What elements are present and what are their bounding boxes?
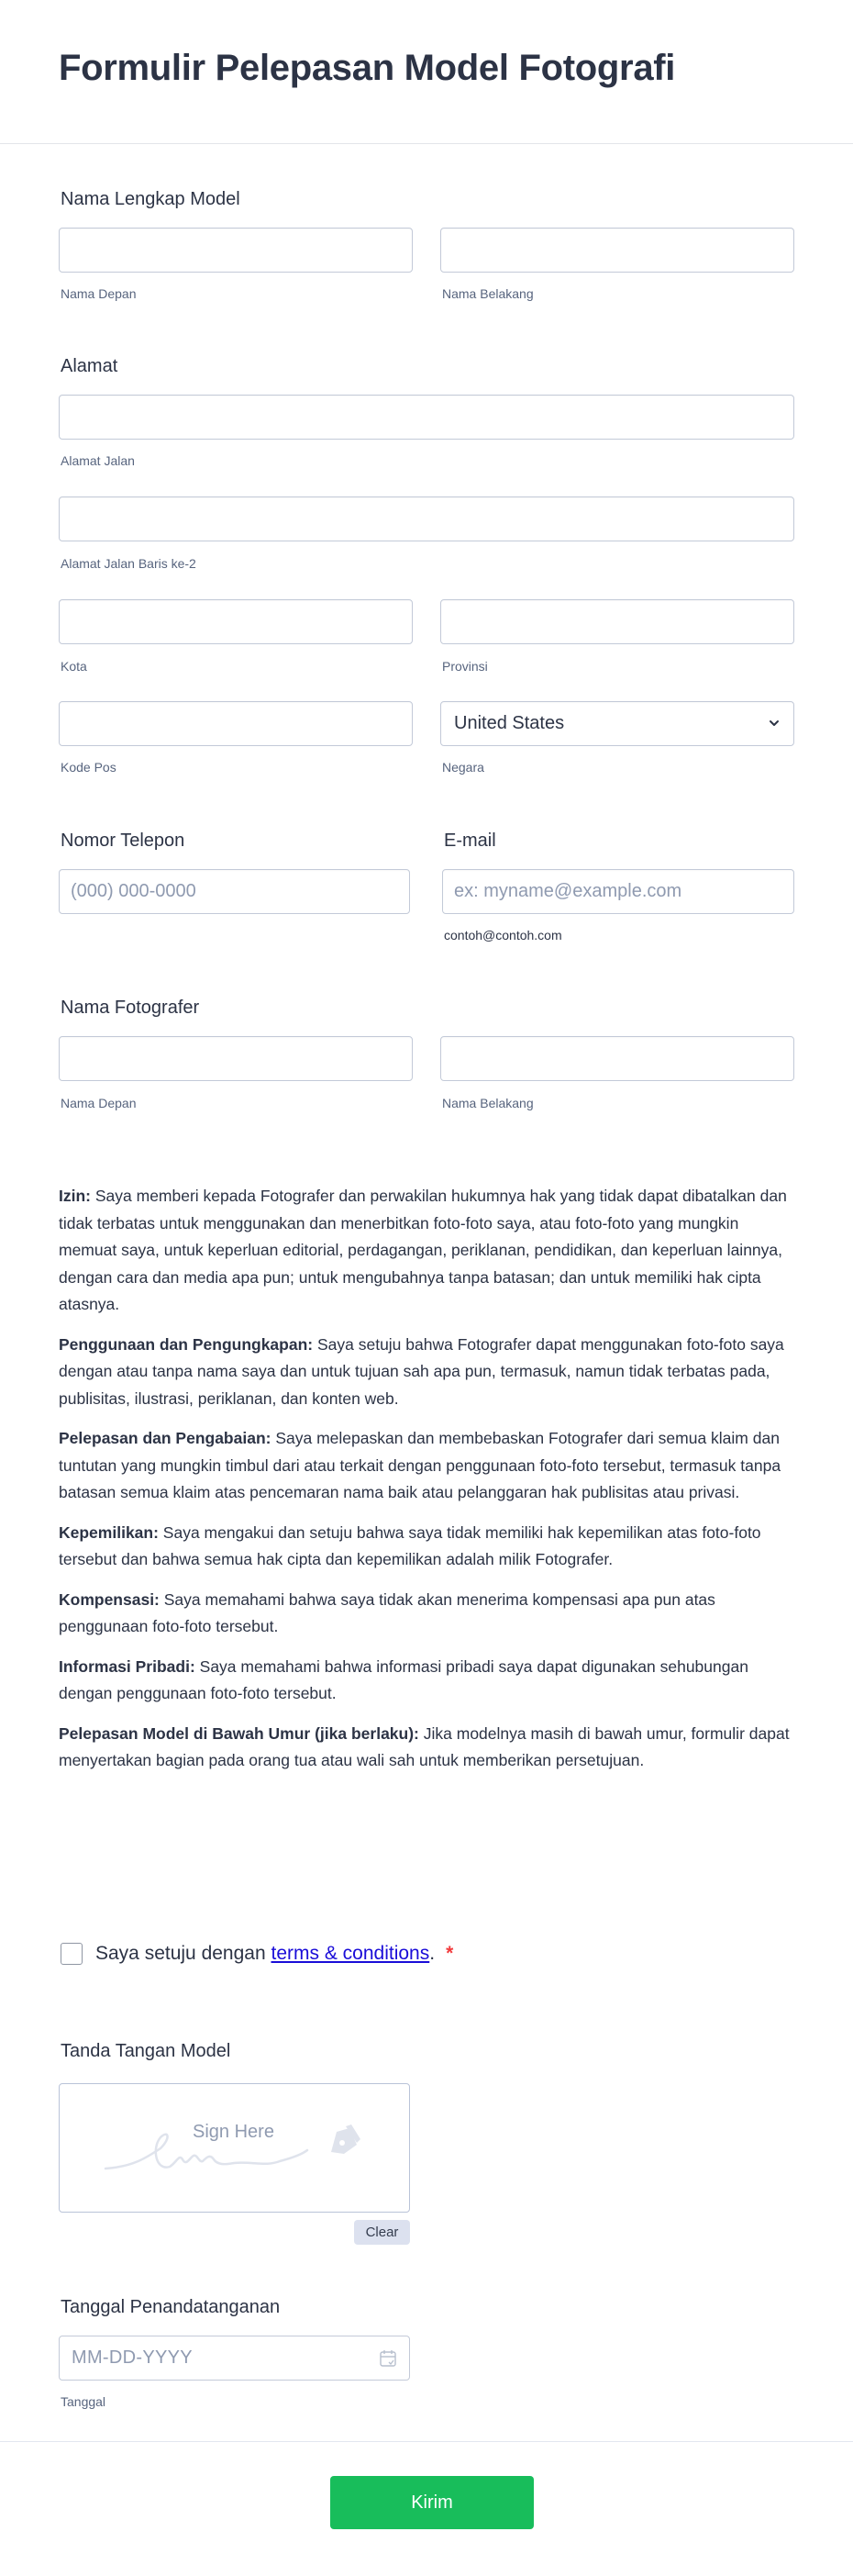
photographer-last-name-input[interactable] (440, 1036, 794, 1081)
terms-heading: Izin: (59, 1187, 91, 1205)
required-asterisk: * (446, 1943, 454, 1964)
photographer-first-name-input[interactable] (59, 1036, 413, 1081)
model-last-name-sublabel: Nama Belakang (442, 286, 534, 301)
terms-body: Saya memahami bahwa informasi pribadi saya dapat digunakan sehubungan dengan penggunaan foto-foto tersebut. (59, 1656, 748, 1702)
photographer-name-label: Nama Fotografer (61, 998, 200, 1018)
chevron-down-icon (768, 717, 781, 730)
model-first-name-input[interactable] (59, 228, 413, 273)
date-placeholder: MM-DD-YYYY (72, 2347, 193, 2368)
clear-signature-button[interactable]: Clear (354, 2220, 410, 2245)
terms-body: Saya setuju bahwa Fotografer dapat menggunakan foto-foto saya dengan atau tanpa nama saya dan untuk tujuan sah apa pun, termasuk, namun tidak terbatas pada, publisitas, ilustrasi, periklanan, dan konten web. (59, 1334, 784, 1408)
signature-pad[interactable] (59, 2083, 410, 2213)
photographer-first-name-sublabel: Nama Depan (61, 1096, 137, 1110)
date-sublabel: Tanggal (61, 2394, 106, 2409)
submit-button[interactable]: Kirim (330, 2476, 534, 2529)
terms-body: Saya mengakui dan setuju bahwa saya tidak memiliki hak kepemilikan atas foto-foto tersebut dan bahwa semua hak cipta dan kepemilikan adalah milik Fotografer. (59, 1522, 761, 1568)
form-header (0, 0, 853, 144)
sign-here-placeholder: Sign Here (193, 2122, 274, 2142)
page-title: Formulir Pelepasan Model Fotografi (59, 48, 676, 88)
country-selected-value: United States (454, 713, 565, 733)
phone-placeholder: (000) 000-0000 (71, 881, 196, 901)
terms-heading: Pelepasan Model di Bawah Umur (jika berlaku): (59, 1723, 419, 1743)
calendar-icon[interactable] (380, 2349, 396, 2368)
country-sublabel: Negara (442, 760, 484, 775)
street-address-sublabel: Alamat Jalan (61, 453, 135, 468)
terms-paragraph (59, 1332, 798, 1413)
photographer-last-name-sublabel: Nama Belakang (442, 1096, 534, 1110)
email-input[interactable] (442, 869, 794, 914)
pen-nib-icon (326, 2123, 362, 2159)
signing-date-label: Tanggal Penandatanganan (61, 2297, 281, 2317)
street-address-input[interactable] (59, 395, 794, 440)
zip-code-input[interactable] (59, 701, 413, 746)
street-address-line2-sublabel: Alamat Jalan Baris ke-2 (61, 556, 196, 571)
terms-paragraph (59, 1654, 798, 1708)
terms-heading: Penggunaan dan Pengungkapan: (59, 1334, 314, 1354)
terms-paragraph (59, 1183, 798, 1319)
terms-body: Saya memahami bahwa saya tidak akan menerima kompensasi apa pun atas penggunaan foto-foto tersebut. (59, 1589, 715, 1635)
address-label: Alamat (61, 356, 118, 376)
model-last-name-input[interactable] (440, 228, 794, 273)
province-input[interactable] (440, 599, 794, 644)
phone-input[interactable] (59, 869, 410, 914)
terms-paragraph (59, 1721, 798, 1775)
email-sublabel: contoh@contoh.com (444, 928, 562, 942)
terms-suffix: . (429, 1943, 436, 1964)
terms-agreement-row (61, 1941, 453, 1967)
city-sublabel: Kota (61, 659, 87, 674)
email-placeholder: ex: myname@example.com (454, 881, 682, 901)
zip-code-sublabel: Kode Pos (61, 760, 116, 775)
model-name-label: Nama Lengkap Model (61, 189, 240, 209)
city-input[interactable] (59, 599, 413, 644)
footer-divider (0, 2441, 853, 2442)
signing-date-input[interactable] (59, 2336, 410, 2381)
terms-paragraph (59, 1520, 798, 1574)
terms-agreement-label (95, 1943, 453, 1965)
release-terms-text (59, 1183, 798, 1788)
phone-label: Nomor Telepon (61, 831, 185, 851)
terms-body: Saya melepaskan dan membebaskan Fotografer dari semua klaim dan tuntutan yang mungkin timbul dari atau terkait dengan penggunaan foto-foto tersebut, termasuk tanpa batasan semua klaim atas pencemaran nama baik atau pelanggaran hak publisitas atau privasi. (59, 1429, 781, 1501)
terms-conditions-link[interactable]: terms & conditions (271, 1943, 430, 1964)
terms-prefix: Saya setuju dengan (95, 1943, 271, 1964)
terms-paragraph (59, 1425, 798, 1507)
terms-body: Saya memberi kepada Fotografer dan perwakilan hukumnya hak yang tidak dapat dibatalkan dan tidak terbatas untuk menggunakan dan menerbitkan foto-foto saya, atau foto-foto yang mungkin memuat saya, untuk keperluan editorial, perdagangan, periklanan, pendidikan, dan keperluan lainnya, dengan cara dan media apa pun; untuk mengubahnya tanpa batasan; dan untuk memiliki hak cipta atasnya. (59, 1187, 787, 1313)
terms-body: Jika modelnya masih di bawah umur, formulir dapat menyertakan bagian pada orang tua atau wali sah untuk memberikan persetujuan. (59, 1723, 790, 1769)
terms-paragraph (59, 1587, 798, 1641)
model-first-name-sublabel: Nama Depan (61, 286, 137, 301)
terms-heading: Kepemilikan: (59, 1522, 159, 1542)
signature-label: Tanda Tangan Model (61, 2041, 231, 2061)
terms-heading: Pelepasan dan Pengabaian: (59, 1429, 271, 1447)
email-label: E-mail (444, 831, 496, 851)
terms-heading: Informasi Pribadi: (59, 1656, 195, 1676)
province-sublabel: Provinsi (442, 659, 488, 674)
terms-checkbox[interactable] (61, 1943, 83, 1965)
terms-heading: Kompensasi: (59, 1589, 160, 1609)
country-select[interactable] (440, 701, 794, 746)
street-address-line2-input[interactable] (59, 496, 794, 541)
